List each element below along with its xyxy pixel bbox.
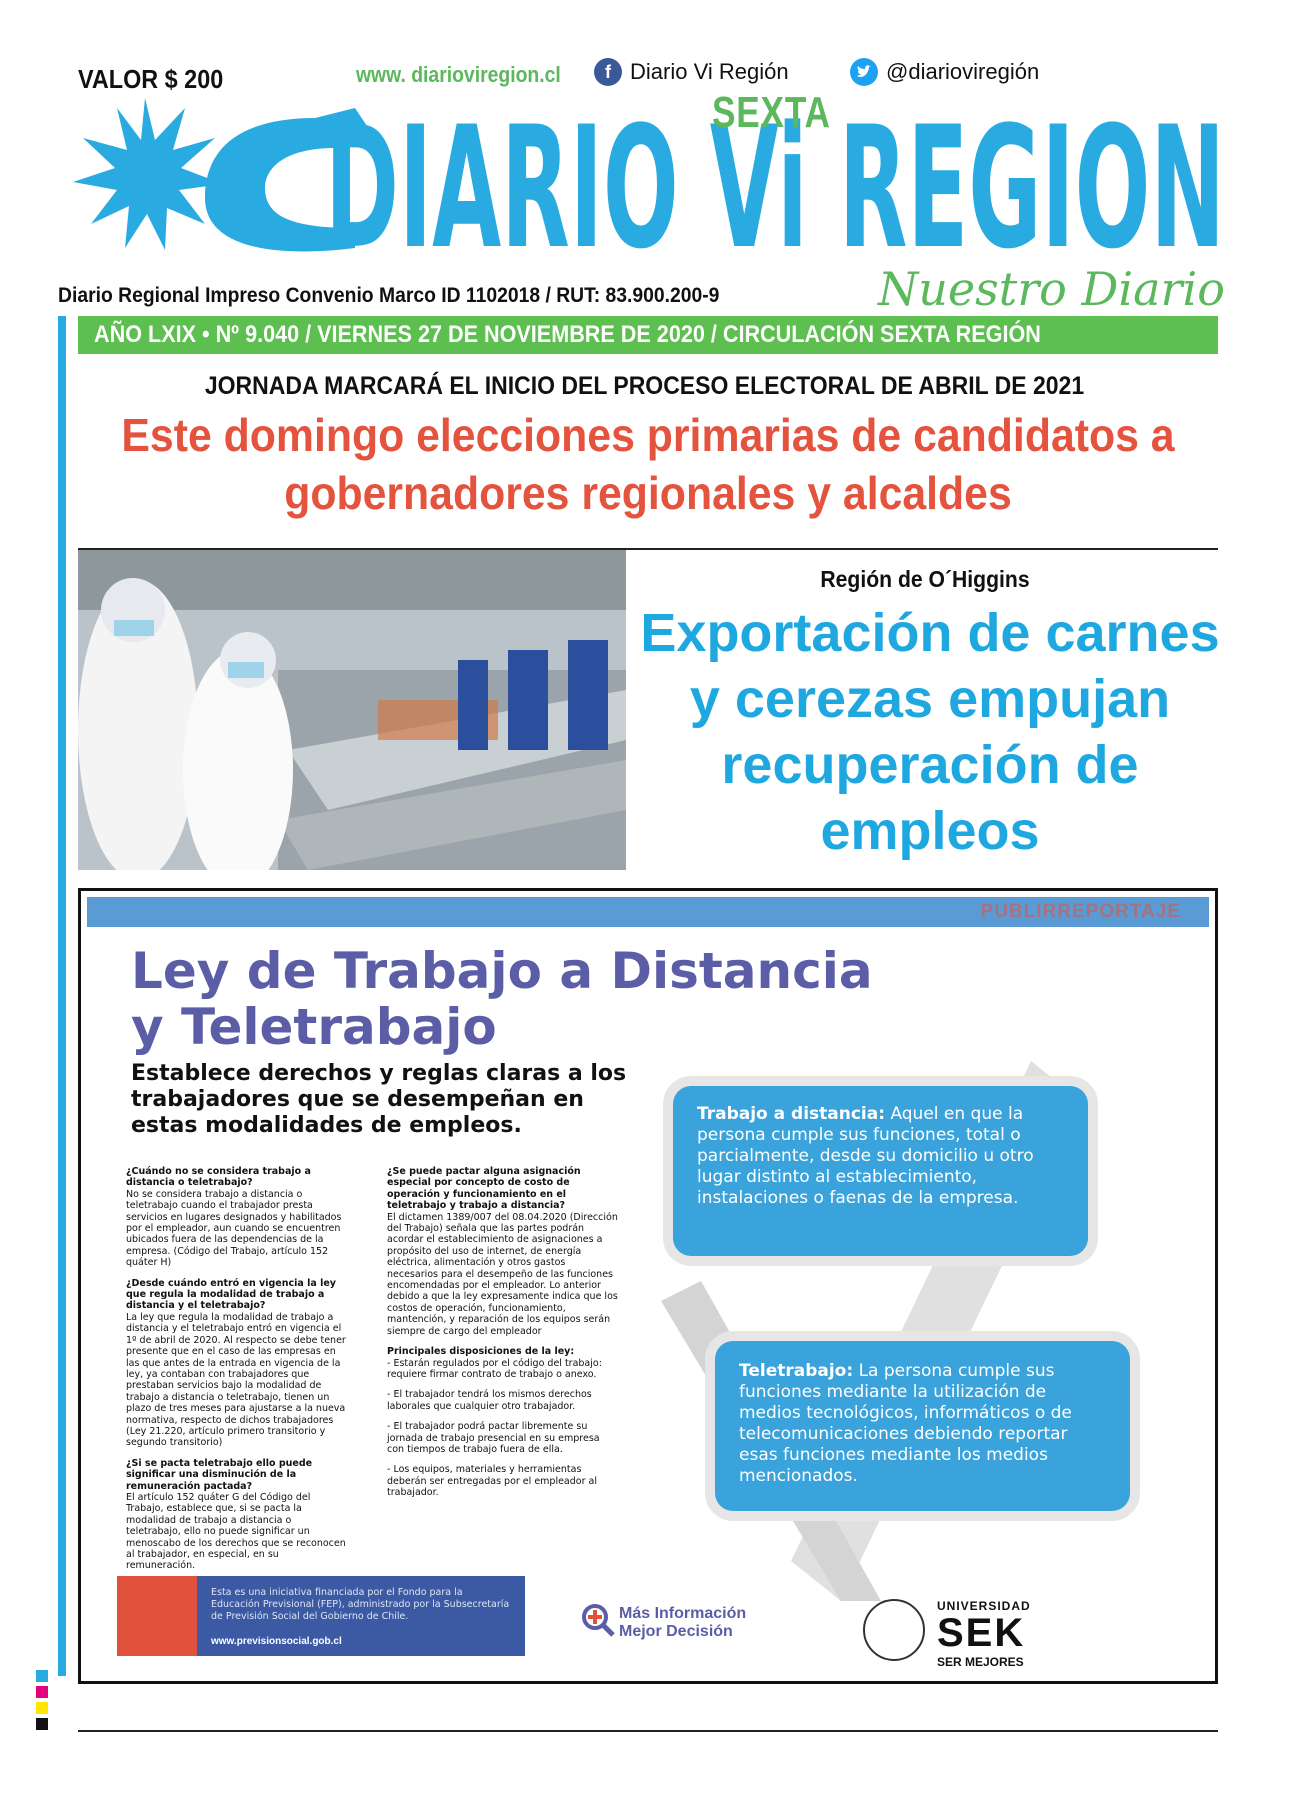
price-label: VALOR $ 200 xyxy=(78,64,224,94)
qa-question: ¿Cuándo no se considera trabajo a distancia o teletrabajo? xyxy=(126,1166,311,1189)
qa-answer: - El trabajador tendrá los mismos derechos laborales que cualquier otro trabajador. xyxy=(387,1389,592,1412)
logo-wordmark: DIARIO Vi REGION xyxy=(325,90,1225,278)
mas-informacion-label xyxy=(619,1605,746,1641)
definition-trabajo-distancia xyxy=(673,1086,1088,1256)
facebook-icon: f xyxy=(594,58,622,86)
facebook-label: Diario Vi Región xyxy=(630,59,789,84)
advert-box xyxy=(78,888,1218,1684)
university-seal-icon xyxy=(863,1599,925,1661)
registration-mark-magenta xyxy=(36,1686,48,1698)
sek-top-label: UNIVERSIDAD xyxy=(937,1599,1031,1613)
qa-item xyxy=(387,1421,619,1455)
registration-mark-black xyxy=(36,1718,48,1730)
logo-sexta: SEXTA xyxy=(712,88,831,137)
qa-answer: - El trabajador podrá pactar libremente su jornada de trabajo presencial en su empresa con tiempos de trabajo fuera de ella. xyxy=(387,1421,600,1455)
qa-answer: - Estarán regulados por el código del trabajo: requiere firmar contrato de trabajo o anexo. xyxy=(387,1357,602,1380)
definition-text: Aquel en que la persona cumple sus funciones, total o parcialmente, desde su domicilio u otro lugar distinto al establecimiento, instalaciones o faenas de la empresa. xyxy=(697,1104,1034,1208)
starburst-icon xyxy=(73,98,223,250)
second-story-headline[interactable]: Exportación de carnes y cerezas empujan recuperación de empleos xyxy=(640,603,1220,861)
factory-photo xyxy=(78,550,626,870)
advert-subtitle: Establece derechos y reglas claras a los trabajadores que se desempeñan en estas modalidades de empleos. xyxy=(131,1061,627,1138)
website-link[interactable]: www. diarioviregion.cl xyxy=(356,62,561,87)
advert-title xyxy=(131,943,873,1055)
advert-title-line2: y Teletrabajo xyxy=(131,998,497,1056)
tagline: Nuestro Diario xyxy=(878,262,1225,316)
qa-question: ¿Se puede pactar alguna asignación especial por concepto de costo de operación y funcionamiento en el teletrabajo y trabajo a distancia? xyxy=(387,1166,581,1212)
lead-headline[interactable]: Este domingo elecciones primarias de candidatos a gobernadores regionales y alcaldes xyxy=(121,409,1175,519)
registration-mark-cyan xyxy=(36,1670,48,1682)
qa-question: ¿Desde cuándo entró en vigencia la ley que regula la modalidad de trabajo a distancia y el teletrabajo? xyxy=(126,1277,336,1312)
qa-item xyxy=(387,1464,619,1498)
mas-info-line2: Mejor Decisión xyxy=(619,1623,733,1640)
qa-answer: El artículo 152 quáter G del Código del Trabajo, establece que, si se pacta la modalidad de trabajo a distancia o teletrabajo, ello no puede significar un menoscabo de los derechos que se reconocen al trabajador, en especial, en su remuneración. xyxy=(126,1491,346,1572)
qa-item xyxy=(126,1166,346,1269)
second-story-region: Región de O´Higgins xyxy=(820,566,1030,592)
definition-term: Teletrabajo: xyxy=(739,1361,854,1381)
definition-teletrabajo xyxy=(715,1341,1130,1511)
sek-tagline: SER MEJORES xyxy=(937,1655,1024,1669)
qa-answer: El dictamen 1389/007 del 08.04.2020 (Dirección del Trabajo) señala que las partes podrán acordar el establecimiento de asignaciones a propósito del uso de internet, de energía eléctrica, alimentación y otros gastos necesarios para el desempeño de las funciones encomendadas por el empleador. Lo anterior debido a que la ley expresamente indica que los costos de operación, funcionamiento, mantención, y reparación de los equipos serán siempre de cargo del empleador xyxy=(387,1211,618,1337)
left-accent-rule xyxy=(58,316,66,1676)
qa-answer: No se considera trabajo a distancia o teletrabajo cuando el trabajador presta servicios en lugares designados y habilitados por el empleador, aun cuando se encuentren ubicados fuera de las dependencias de la empresa. (Código del Trabajo, artículo 152 quáter H) xyxy=(126,1188,342,1269)
registration-line: Diario Regional Impreso Convenio Marco ID 1102018 / RUT: 83.900.200-9 xyxy=(58,284,720,307)
bottom-divider xyxy=(78,1730,1218,1732)
registration-mark-yellow xyxy=(36,1702,48,1714)
definition-term: Trabajo a distancia: xyxy=(697,1104,886,1124)
qa-item xyxy=(126,1458,346,1572)
gobierno-text: Esta es una iniciativa financiada por el Fondo para la Educación Previsional (FEP), administrado por la Subsecretaría de Previsión Social del Gobierno de Chile. xyxy=(211,1587,510,1622)
qa-item xyxy=(387,1166,619,1337)
advert-title-line1: Ley de Trabajo a Distancia xyxy=(131,942,873,1000)
qa-item xyxy=(126,1278,346,1449)
definition-text: La persona cumple sus funciones mediante la utilización de medios tecnológicos, informáticos o de telecomunicaciones debiendo reportar esas funciones mediante los medios mencionados. xyxy=(739,1361,1072,1486)
gobierno-logo xyxy=(117,1576,197,1656)
qa-question: ¿Si se pacta teletrabajo ello puede significar una disminución de la remuneración pactada? xyxy=(126,1457,313,1492)
masthead-logo xyxy=(55,78,1235,278)
sek-logo: SEK xyxy=(937,1611,1026,1655)
gobierno-url[interactable]: www.previsionsocial.gob.cl xyxy=(211,1636,342,1647)
qa-item xyxy=(387,1389,619,1412)
qa-question: Principales disposiciones de la ley: xyxy=(387,1346,575,1358)
qa-answer: La ley que regula la modalidad de trabajo a distancia y el teletrabajo entró en vigencia el 1º de abril de 2020. Al respecto se debe tener presente que en el caso de las empresas en las que antes de la entrada en vigencia de la ley, ya contaban con trabajadores que prestaban servicios bajo la modalidad de trabajo a distancia o teletrabajo, tienen un plazo de tres meses para ajustarse a la nueva normativa, respecto de dichos trabajadores (Ley 21.220, artículo primero transitorio y segundo transitorio) xyxy=(126,1311,346,1449)
twitter-label: @diarioviregión xyxy=(886,59,1040,84)
advert-tag: PUBLIRREPORTAJE xyxy=(980,901,1181,922)
qa-item xyxy=(387,1346,619,1380)
qa-answer: - Los equipos, materiales y herramientas deberán ser entregadas por el empleador al trabajador. xyxy=(387,1464,597,1499)
advert-column-2 xyxy=(387,1166,619,1508)
lead-kicker: JORNADA MARCARÁ EL INICIO DEL PROCESO ELECTORAL DE ABRIL DE 2021 xyxy=(204,372,1085,400)
advert-column-1 xyxy=(126,1166,346,1581)
magnifier-plus-icon xyxy=(581,1603,615,1637)
mas-info-line1: Más Información xyxy=(619,1605,747,1622)
issue-line: AÑO LXIX • Nº 9.040 / VIERNES 27 DE NOVIEMBRE DE 2020 / CIRCULACIÓN SEXTA REGIÓN xyxy=(94,321,1041,348)
